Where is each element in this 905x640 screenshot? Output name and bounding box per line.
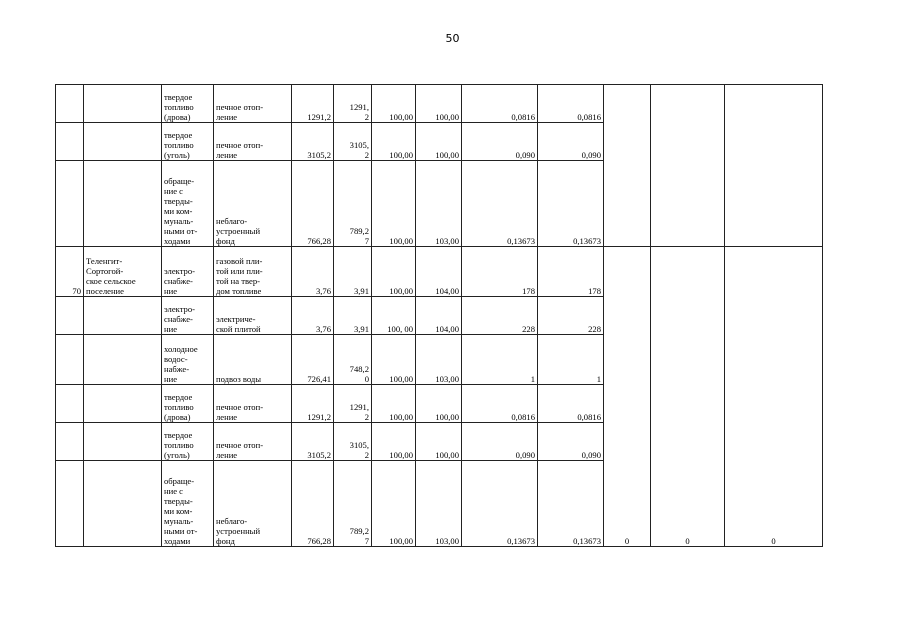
direction-cell: газовой пли- той или пли- той на твер- дом топливе: [214, 247, 292, 297]
row-number-cell: [56, 297, 84, 335]
service-cell: электро- снабже- ние: [162, 297, 214, 335]
table-row: [56, 85, 823, 123]
volume-current-cell: 3105,2: [292, 123, 334, 161]
volume-new-cell: 748,2 0: [334, 335, 372, 385]
settlement-cell: [84, 85, 162, 123]
summary-value-cell: 0: [725, 247, 823, 547]
norm-current-cell: 1: [462, 335, 538, 385]
percent-new-cell: 103,00: [416, 461, 462, 547]
direction-cell: печное отоп- ление: [214, 85, 292, 123]
summary-value-cell: 0: [651, 247, 725, 547]
row-number-cell: [56, 85, 84, 123]
volume-current-cell: 3,76: [292, 297, 334, 335]
settlement-cell: [84, 123, 162, 161]
percent-new-cell: 103,00: [416, 161, 462, 247]
service-cell: твердое топливо (дрова): [162, 85, 214, 123]
norm-current-cell: 178: [462, 247, 538, 297]
row-number-cell: [56, 161, 84, 247]
percent-new-cell: 100,00: [416, 85, 462, 123]
settlement-cell: Теленгит- Сортогой- ское сельское поселение: [84, 247, 162, 297]
direction-cell: неблаго- устроенный фонд: [214, 461, 292, 547]
norm-new-cell: 0,13673: [538, 461, 604, 547]
norm-new-cell: 0,090: [538, 123, 604, 161]
service-cell: твердое топливо (дрова): [162, 385, 214, 423]
volume-current-cell: 1291,2: [292, 85, 334, 123]
volume-current-cell: 766,28: [292, 161, 334, 247]
direction-cell: электриче- ской плитой: [214, 297, 292, 335]
summary-value-cell: [604, 85, 651, 247]
tariff-table: [55, 84, 823, 547]
volume-new-cell: 1291, 2: [334, 385, 372, 423]
volume-current-cell: 3,76: [292, 247, 334, 297]
settlement-cell: [84, 297, 162, 335]
row-number-cell: [56, 123, 84, 161]
percent-new-cell: 104,00: [416, 297, 462, 335]
norm-new-cell: 0,0816: [538, 385, 604, 423]
volume-new-cell: 1291, 2: [334, 85, 372, 123]
summary-value-cell: 0: [604, 247, 651, 547]
table-row: [56, 247, 823, 297]
norm-new-cell: 1: [538, 335, 604, 385]
row-number-cell: [56, 385, 84, 423]
volume-new-cell: 3,91: [334, 297, 372, 335]
service-cell: обраще- ние с тверды- ми ком- муналь- ными от- ходами: [162, 461, 214, 547]
percent-new-cell: 100,00: [416, 423, 462, 461]
table-body: [56, 85, 823, 547]
percent-current-cell: 100,00: [372, 335, 416, 385]
norm-new-cell: 228: [538, 297, 604, 335]
summary-value-cell: [651, 85, 725, 247]
norm-new-cell: 0,090: [538, 423, 604, 461]
direction-cell: неблаго- устроенный фонд: [214, 161, 292, 247]
settlement-cell: [84, 423, 162, 461]
volume-current-cell: 1291,2: [292, 385, 334, 423]
volume-new-cell: 789,2 7: [334, 461, 372, 547]
percent-current-cell: 100, 00: [372, 297, 416, 335]
volume-new-cell: 3,91: [334, 247, 372, 297]
percent-new-cell: 103,00: [416, 335, 462, 385]
percent-current-cell: 100,00: [372, 161, 416, 247]
percent-new-cell: 104,00: [416, 247, 462, 297]
direction-cell: печное отоп- ление: [214, 385, 292, 423]
percent-current-cell: 100,00: [372, 423, 416, 461]
row-number-cell: 70: [56, 247, 84, 297]
volume-new-cell: 3105, 2: [334, 123, 372, 161]
direction-cell: подвоз воды: [214, 335, 292, 385]
volume-new-cell: 3105, 2: [334, 423, 372, 461]
row-number-cell: [56, 423, 84, 461]
settlement-cell: [84, 335, 162, 385]
norm-new-cell: 0,13673: [538, 161, 604, 247]
percent-current-cell: 100,00: [372, 461, 416, 547]
norm-new-cell: 0,0816: [538, 85, 604, 123]
percent-current-cell: 100,00: [372, 85, 416, 123]
norm-current-cell: 0,13673: [462, 461, 538, 547]
percent-current-cell: 100,00: [372, 123, 416, 161]
percent-current-cell: 100,00: [372, 385, 416, 423]
percent-current-cell: 100,00: [372, 247, 416, 297]
page-number: 50: [445, 32, 460, 45]
volume-current-cell: 3105,2: [292, 423, 334, 461]
volume-current-cell: 766,28: [292, 461, 334, 547]
norm-current-cell: 0,13673: [462, 161, 538, 247]
norm-current-cell: 0,090: [462, 123, 538, 161]
service-cell: твердое топливо (уголь): [162, 123, 214, 161]
volume-current-cell: 726,41: [292, 335, 334, 385]
percent-new-cell: 100,00: [416, 123, 462, 161]
direction-cell: печное отоп- ление: [214, 423, 292, 461]
service-cell: обраще- ние с тверды- ми ком- муналь- ными от- ходами: [162, 161, 214, 247]
row-number-cell: [56, 335, 84, 385]
percent-new-cell: 100,00: [416, 385, 462, 423]
norm-new-cell: 178: [538, 247, 604, 297]
service-cell: холодное водос- набже- ние: [162, 335, 214, 385]
service-cell: электро- снабже- ние: [162, 247, 214, 297]
norm-current-cell: 228: [462, 297, 538, 335]
settlement-cell: [84, 161, 162, 247]
row-number-cell: [56, 461, 84, 547]
norm-current-cell: 0,090: [462, 423, 538, 461]
summary-value-cell: [725, 85, 823, 247]
volume-new-cell: 789,2 7: [334, 161, 372, 247]
settlement-cell: [84, 461, 162, 547]
service-cell: твердое топливо (уголь): [162, 423, 214, 461]
norm-current-cell: 0,0816: [462, 85, 538, 123]
direction-cell: печное отоп- ление: [214, 123, 292, 161]
norm-current-cell: 0,0816: [462, 385, 538, 423]
settlement-cell: [84, 385, 162, 423]
